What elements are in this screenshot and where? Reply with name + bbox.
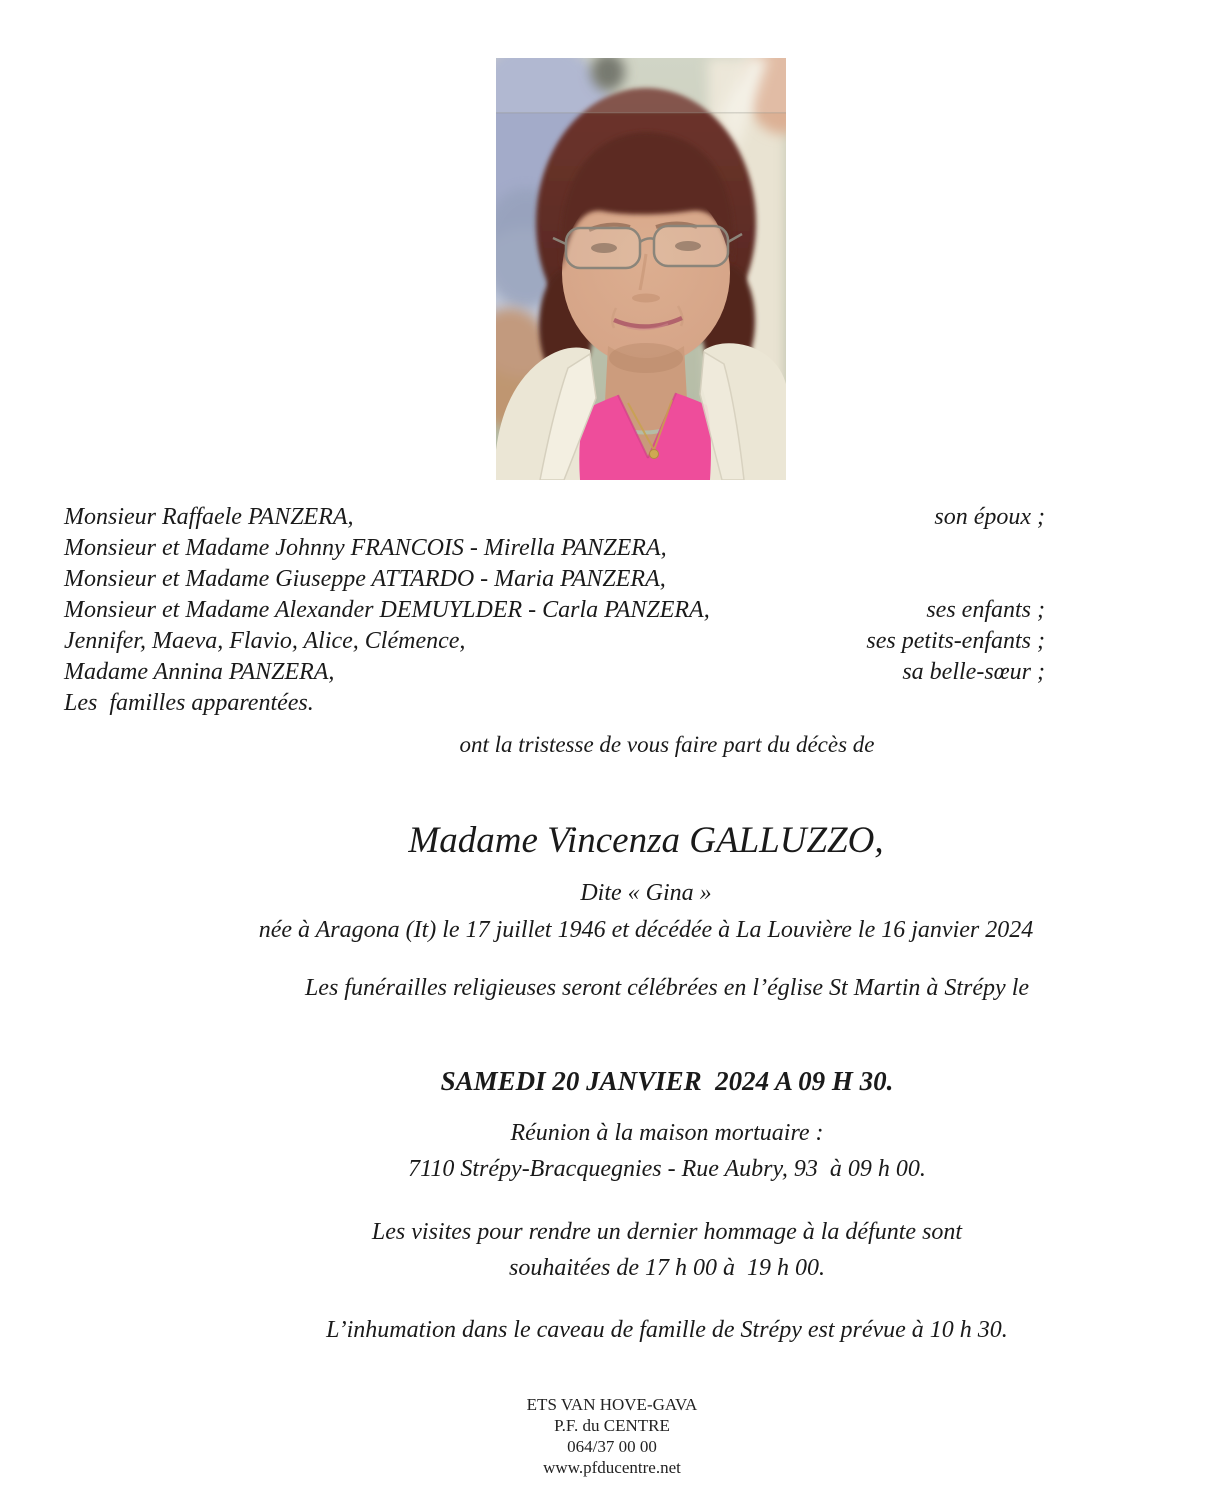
family-member-name: Jennifer, Maeva, Flavio, Alice, Clémence, (64, 628, 466, 654)
family-relation-label: ses petits-enfants ; (866, 628, 1045, 654)
funeral-home-website: www.pfducentre.net (543, 1458, 681, 1477)
family-member-name: Madame Annina PANZERA, (64, 659, 335, 685)
family-member-row (64, 533, 1045, 564)
family-relation-label: ses enfants ; (926, 597, 1045, 623)
family-member-name: Monsieur et Madame Alexander DEMUYLDER - Carla PANZERA, (64, 597, 710, 623)
meeting-address-line: 7110 Strépy-Bracquegnies - Rue Aubry, 93 à 09 h 00. (408, 1156, 926, 1182)
funeral-home-name: ETS VAN HOVE-GAVA (526, 1395, 698, 1414)
funeral-datetime-line: SAMEDI 20 JANVIER 2024 A 09 H 30. (440, 1066, 894, 1096)
burial-line: L’inhumation dans le caveau de famille de Strépy est prévue à 10 h 30. (326, 1317, 1008, 1343)
family-member-name: Monsieur Raffaele PANZERA, (64, 504, 354, 530)
meeting-label-line: Réunion à la maison mortuaire : (510, 1120, 824, 1146)
family-relation-label: son époux ; (934, 504, 1045, 530)
visits-line-1: Les visites pour rendre un dernier hommage à la défunte sont (371, 1219, 963, 1245)
life-dates-line: née à Aragona (It) le 17 juillet 1946 et décédée à La Louvière le 16 janvier 2024 (258, 917, 1034, 943)
family-relation-label: sa belle-sœur ; (902, 659, 1045, 685)
family-member-name: Les familles apparentées. (64, 690, 314, 716)
family-list (64, 502, 1045, 719)
family-member-row (64, 502, 1045, 533)
family-member-row (64, 564, 1045, 595)
family-member-row (64, 626, 1045, 657)
portrait-photo (496, 58, 786, 480)
nickname-line: Dite « Gina » (580, 880, 712, 906)
deceased-name: Madame Vincenza GALLUZZO, (408, 820, 884, 861)
family-member-row (64, 657, 1045, 688)
funeral-home-phone: 064/37 00 00 (567, 1437, 657, 1456)
family-member-name: Monsieur et Madame Johnny FRANCOIS - Mirella PANZERA, (64, 535, 667, 561)
family-member-row (64, 688, 1045, 719)
funeral-home-footer (0, 1394, 1211, 1478)
family-member-name: Monsieur et Madame Giuseppe ATTARDO - Maria PANZERA, (64, 566, 666, 592)
intro-line: ont la tristesse de vous faire part du décès de (459, 732, 875, 757)
funeral-home-brand: P.F. du CENTRE (554, 1416, 670, 1435)
family-member-row (64, 595, 1045, 626)
visits-line-2: souhaitées de 17 h 00 à 19 h 00. (509, 1255, 825, 1281)
funeral-intro-line: Les funérailles religieuses seront célébrées en l’église St Martin à Strépy le (304, 975, 1030, 1001)
